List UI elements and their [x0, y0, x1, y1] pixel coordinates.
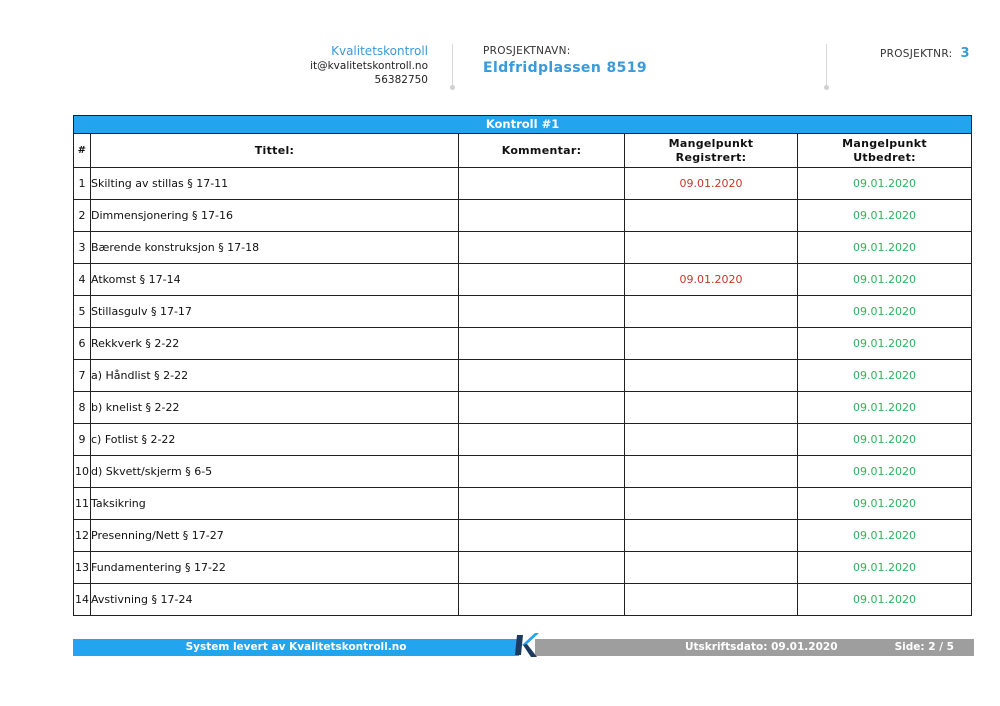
row-registered-date: [625, 456, 798, 488]
row-fixed-date: 09.01.2020: [798, 168, 972, 200]
table-row: [74, 424, 972, 456]
table-row: [74, 232, 972, 264]
row-comment: [459, 456, 625, 488]
table-row: [74, 392, 972, 424]
row-title: Presenning/Nett § 17-27: [91, 520, 459, 552]
row-number: 10: [74, 456, 91, 488]
row-number: 3: [74, 232, 91, 264]
row-title: Stillasgulv § 17-17: [91, 296, 459, 328]
row-comment: [459, 296, 625, 328]
row-comment: [459, 552, 625, 584]
header-title: Tittel:: [91, 134, 459, 168]
row-title: Avstivning § 17-24: [91, 584, 459, 616]
row-number: 1: [74, 168, 91, 200]
row-registered-date: [625, 520, 798, 552]
row-number: 14: [74, 584, 91, 616]
project-number-block: [880, 46, 970, 61]
row-registered-date: [625, 424, 798, 456]
row-comment: [459, 488, 625, 520]
row-comment: [459, 264, 625, 296]
header-divider: [826, 44, 827, 86]
row-number: 9: [74, 424, 91, 456]
row-title: Taksikring: [91, 488, 459, 520]
row-fixed-date: 09.01.2020: [798, 424, 972, 456]
company-phone: 56382750: [374, 74, 428, 86]
row-fixed-date: 09.01.2020: [798, 520, 972, 552]
table-row: [74, 328, 972, 360]
footer-system: System levert av Kvalitetskontroll.no: [73, 639, 519, 656]
row-comment: [459, 424, 625, 456]
row-fixed-date: 09.01.2020: [798, 200, 972, 232]
company-email: it@kvalitetskontroll.no: [310, 60, 428, 72]
inspection-table: [73, 115, 972, 616]
row-registered-date: [625, 552, 798, 584]
table-row: [74, 360, 972, 392]
footer-bar: [535, 639, 974, 656]
company-name: Kvalitetskontroll: [331, 44, 428, 58]
row-fixed-date: 09.01.2020: [798, 488, 972, 520]
row-number: 4: [74, 264, 91, 296]
table-row: [74, 456, 972, 488]
table-header-row: [74, 134, 972, 168]
row-fixed-date: 09.01.2020: [798, 552, 972, 584]
row-registered-date: [625, 296, 798, 328]
row-number: 5: [74, 296, 91, 328]
row-title: Bærende konstruksjon § 17-18: [91, 232, 459, 264]
row-registered-date: [625, 200, 798, 232]
row-fixed-date: 09.01.2020: [798, 232, 972, 264]
row-fixed-date: 09.01.2020: [798, 328, 972, 360]
project-name-block: [483, 44, 647, 78]
row-title: Atkomst § 17-14: [91, 264, 459, 296]
row-registered-date: [625, 392, 798, 424]
row-comment: [459, 168, 625, 200]
row-number: 8: [74, 392, 91, 424]
row-registered-date: [625, 232, 798, 264]
row-registered-date: [625, 360, 798, 392]
footer-page-number: Side: 2 / 5: [894, 641, 954, 653]
company-info: [240, 44, 428, 87]
row-fixed-date: 09.01.2020: [798, 456, 972, 488]
row-number: 6: [74, 328, 91, 360]
row-fixed-date: 09.01.2020: [798, 392, 972, 424]
table-row: [74, 200, 972, 232]
table-row: [74, 296, 972, 328]
table-row: [74, 584, 972, 616]
row-comment: [459, 520, 625, 552]
row-comment: [459, 200, 625, 232]
row-title: b) knelist § 2-22: [91, 392, 459, 424]
table-row: [74, 552, 972, 584]
page-footer: [73, 639, 974, 656]
row-number: 7: [74, 360, 91, 392]
row-number: 13: [74, 552, 91, 584]
kvalitetskontroll-logo-icon: [513, 633, 541, 657]
row-title: c) Fotlist § 2-22: [91, 424, 459, 456]
table-row: [74, 488, 972, 520]
row-comment: [459, 328, 625, 360]
row-title: Skilting av stillas § 17-11: [91, 168, 459, 200]
row-comment: [459, 360, 625, 392]
row-comment: [459, 584, 625, 616]
row-number: 11: [74, 488, 91, 520]
row-title: Dimmensjonering § 17-16: [91, 200, 459, 232]
header-number: #: [74, 134, 91, 168]
project-number-label: PROSJEKTNR:: [880, 48, 953, 60]
row-title: a) Håndlist § 2-22: [91, 360, 459, 392]
project-name: Eldfridplassen 8519: [483, 60, 648, 76]
row-registered-date: [625, 584, 798, 616]
header-divider: [452, 44, 453, 86]
row-registered-date: [625, 488, 798, 520]
row-comment: [459, 232, 625, 264]
row-fixed-date: 09.01.2020: [798, 296, 972, 328]
row-title: Rekkverk § 2-22: [91, 328, 459, 360]
row-registered-date: 09.01.2020: [625, 168, 798, 200]
table-row: [74, 520, 972, 552]
table-row: [74, 264, 972, 296]
row-number: 12: [74, 520, 91, 552]
row-fixed-date: 09.01.2020: [798, 584, 972, 616]
row-registered-date: 09.01.2020: [625, 264, 798, 296]
row-fixed-date: 09.01.2020: [798, 360, 972, 392]
row-title: d) Skvett/skjerm § 6-5: [91, 456, 459, 488]
row-comment: [459, 392, 625, 424]
project-number: 3: [960, 46, 970, 61]
row-fixed-date: 09.01.2020: [798, 264, 972, 296]
header-comment: Kommentar:: [459, 134, 625, 168]
footer-print-date: Utskriftsdato: 09.01.2020: [685, 641, 838, 653]
row-title: Fundamentering § 17-22: [91, 552, 459, 584]
header-registered: Mangelpunkt Registrert:: [625, 134, 798, 168]
project-name-label: PROSJEKTNAVN:: [483, 45, 571, 57]
row-number: 2: [74, 200, 91, 232]
table-row: [74, 168, 972, 200]
row-registered-date: [625, 328, 798, 360]
table-title: Kontroll #1: [74, 116, 972, 134]
header-fixed: Mangelpunkt Utbedret:: [798, 134, 972, 168]
